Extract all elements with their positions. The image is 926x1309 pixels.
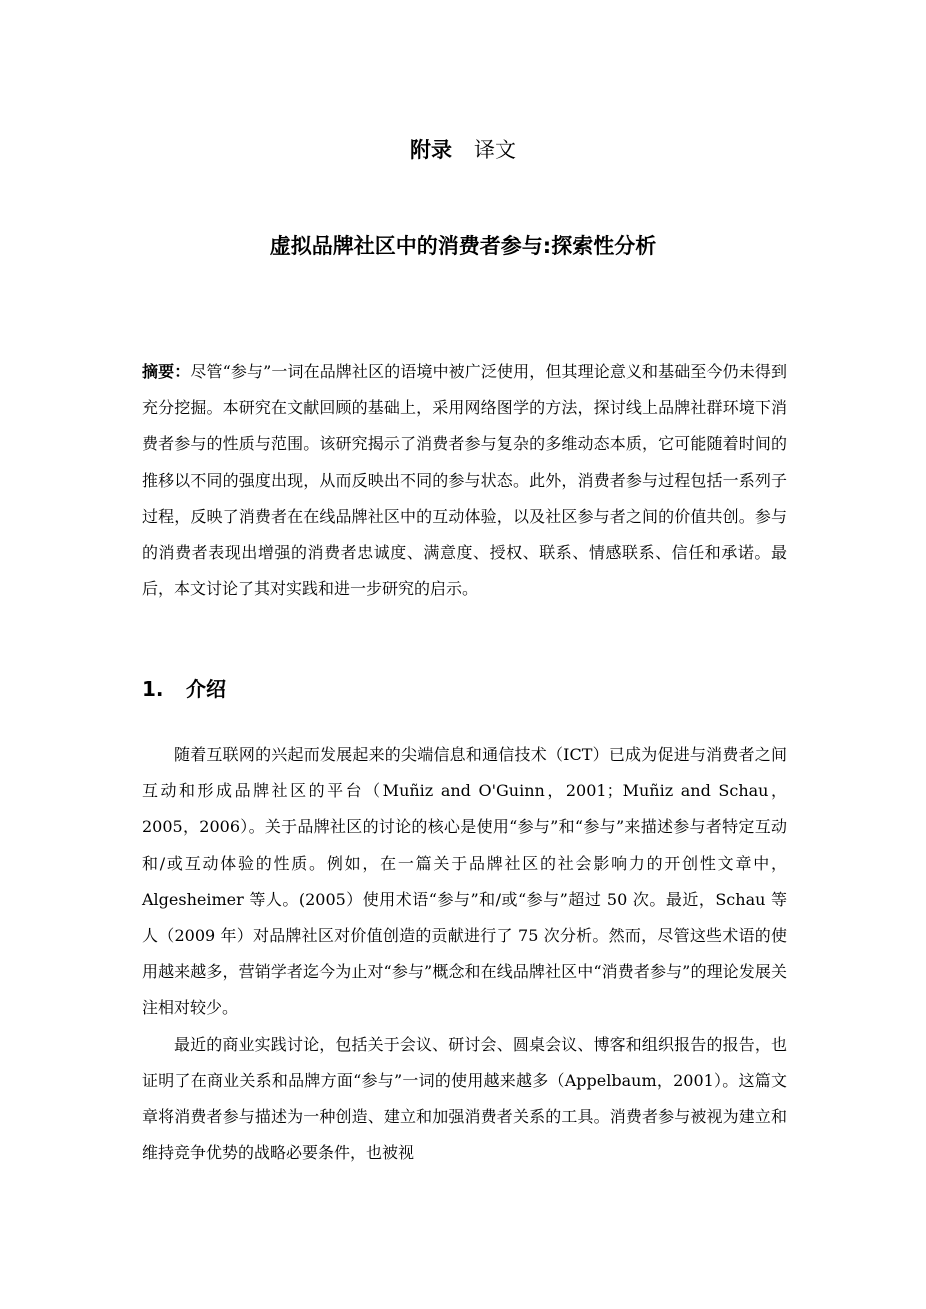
section-heading	[142, 672, 226, 706]
paper-title: 虚拟品牌社区中的消费者参与:探索性分析	[269, 234, 657, 258]
abstract-text: 尽管“参与”一词在品牌社区的语境中被广泛使用，但其理论意义和基础至今仍未得到充分挖掘。本研究在文献回顾的基础上，采用网络图学的方法，探讨线上品牌社群环境下消费者参与的性质与范围。该研究揭示了消费者参与复杂的多维动态本质，它可能随着时间的推移以不同的强度出现，从而反映出不同的参与状态。此外，消费者参与过程包括一系列子过程，反映了消费者在在线品牌社区中的互动体验，以及社区参与者之间的价值共创。参与的消费者表现出增强的消费者忠诚度、满意度、授权、联系、情感联系、信任和承诺。最后，本文讨论了其对实践和进一步研究的启示。	[142, 362, 787, 599]
body-paragraph: 随着互联网的兴起而发展起来的尖端信息和通信技术（ICT）已成为促进与消费者之间互动和形成品牌社区的平台（Muñiz and O'Guinn，2001；Muñiz and Schau，2005，2006）。关于品牌社区的讨论的核心是使用“参与”和“参与”来描述参与者特定互动和/或互动体验的性质。例如，在一篇关于品牌社区的社会影响力的开创性文章中，Algesheimer 等人。(2005）使用术语“参与”和/或“参与”超过 50 次。最近，Schau 等人（2009 年）对品牌社区对价值创造的贡献进行了 75 次分析。然而，尽管这些术语的使用越来越多，营销学者迄今为止对“参与”概念和在线品牌社区中“消费者参与”的理论发展关注相对较少。	[142, 745, 787, 1018]
section-number: 1.	[142, 677, 164, 701]
section-body	[142, 737, 787, 1171]
abstract-label: 摘要：	[142, 362, 191, 381]
appendix-label: 附录	[410, 138, 452, 162]
body-paragraph: 最近的商业实践讨论，包括关于会议、研讨会、圆桌会议、博客和组织报告的报告，也证明了在商业关系和品牌方面“参与”一词的使用越来越多（Appelbaum，2001）。这篇文章将消费者参与描述为一种创造、建立和加强消费者关系的工具。消费者参与被视为建立和维持竞争优势的战略必要条件，也被视	[142, 1034, 787, 1163]
appendix-heading	[0, 134, 926, 166]
abstract	[142, 354, 787, 607]
section-title: 介绍	[186, 677, 226, 701]
appendix-title: 译文	[474, 138, 516, 162]
